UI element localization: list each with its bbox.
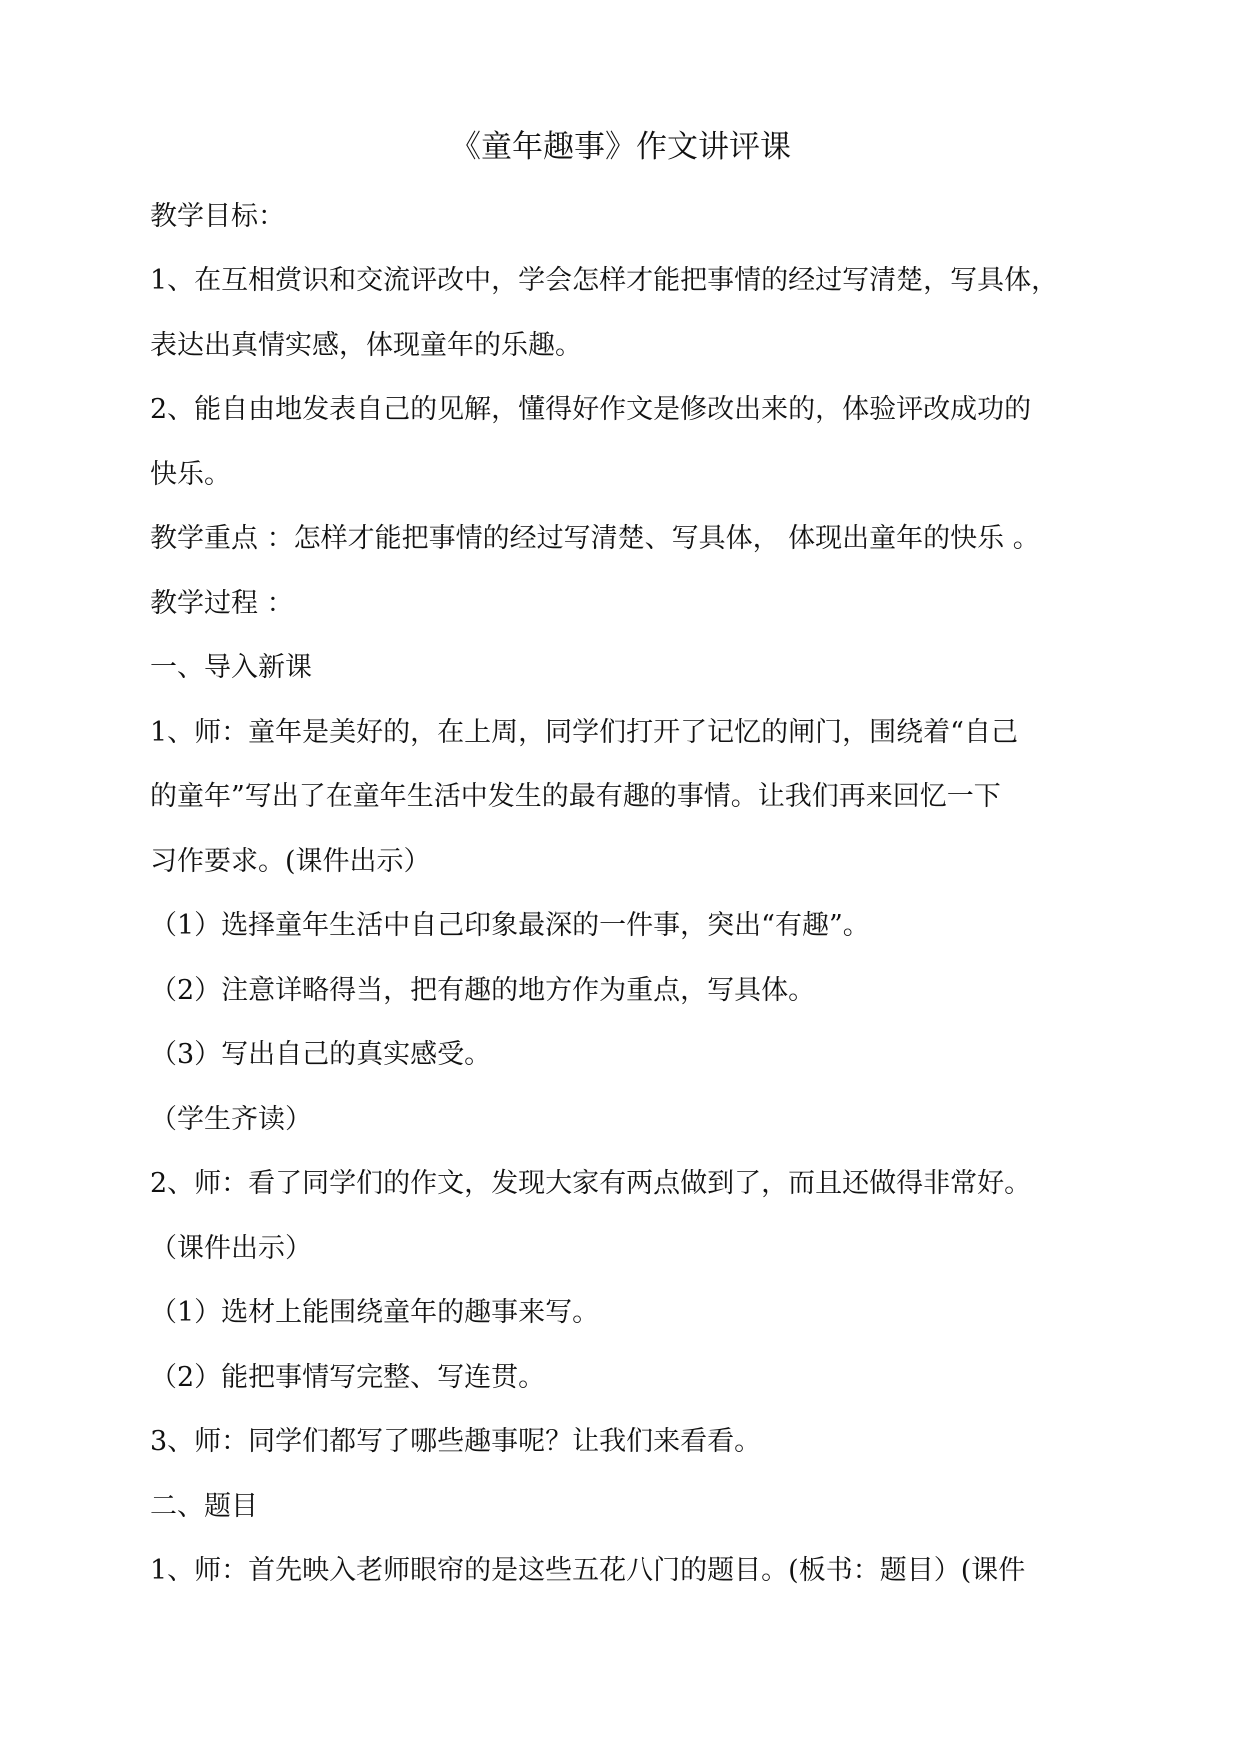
text-line: 教学目标： [150, 201, 285, 232]
text-line: 1、在互相赏识和交流评改中，学会怎样才能把事情的经过写清楚，写具体， [150, 265, 1059, 296]
text-line: 教学过程 ： [150, 588, 294, 619]
text-line: （2）能把事情写完整、写连贯。 [150, 1362, 546, 1393]
text-line: 快乐。 [150, 459, 231, 490]
text-line: （1）选择童年生活中自己印象最深的一件事，突出“有趣”。 [150, 910, 870, 941]
text-line: 教学重点 ：怎样才能把事情的经过写清楚、写具体， 体现出童年的快乐 。 [150, 523, 1040, 554]
text-line: （课件出示） [150, 1233, 312, 1264]
document-title: 《童年趣事》作文讲评课 [450, 129, 791, 165]
text-line: 习作要求。(课件出示） [150, 846, 431, 877]
section-heading: 二、题目 [150, 1491, 258, 1522]
text-line: 2、能自由地发表自己的见解，懂得好作文是修改出来的，体验评改成功的 [150, 394, 1032, 425]
text-line: 2、师：看了同学们的作文，发现大家有两点做到了，而且还做得非常好。 [150, 1168, 1032, 1199]
text-line: 3、师：同学们都写了哪些趣事呢？让我们来看看。 [150, 1426, 762, 1457]
text-line: （2）注意详略得当，把有趣的地方作为重点，写具体。 [150, 975, 816, 1006]
text-line: 1、师：童年是美好的，在上周，同学们打开了记忆的闸门，围绕着“自己 [150, 717, 1018, 748]
text-line: （3）写出自己的真实感受。 [150, 1039, 492, 1070]
text-line: （学生齐读） [150, 1104, 312, 1135]
text-line: 表达出真情实感，体现童年的乐趣。 [150, 330, 582, 361]
text-line: 的童年”写出了在童年生活中发生的最有趣的事情。让我们再来回忆一下 [150, 781, 1001, 812]
text-line: 1、师：首先映入老师眼帘的是这些五花八门的题目。(板书：题目）(课件 [150, 1555, 1026, 1586]
text-line: （1）选材上能围绕童年的趣事来写。 [150, 1297, 600, 1328]
section-heading: 一、导入新课 [150, 652, 312, 683]
